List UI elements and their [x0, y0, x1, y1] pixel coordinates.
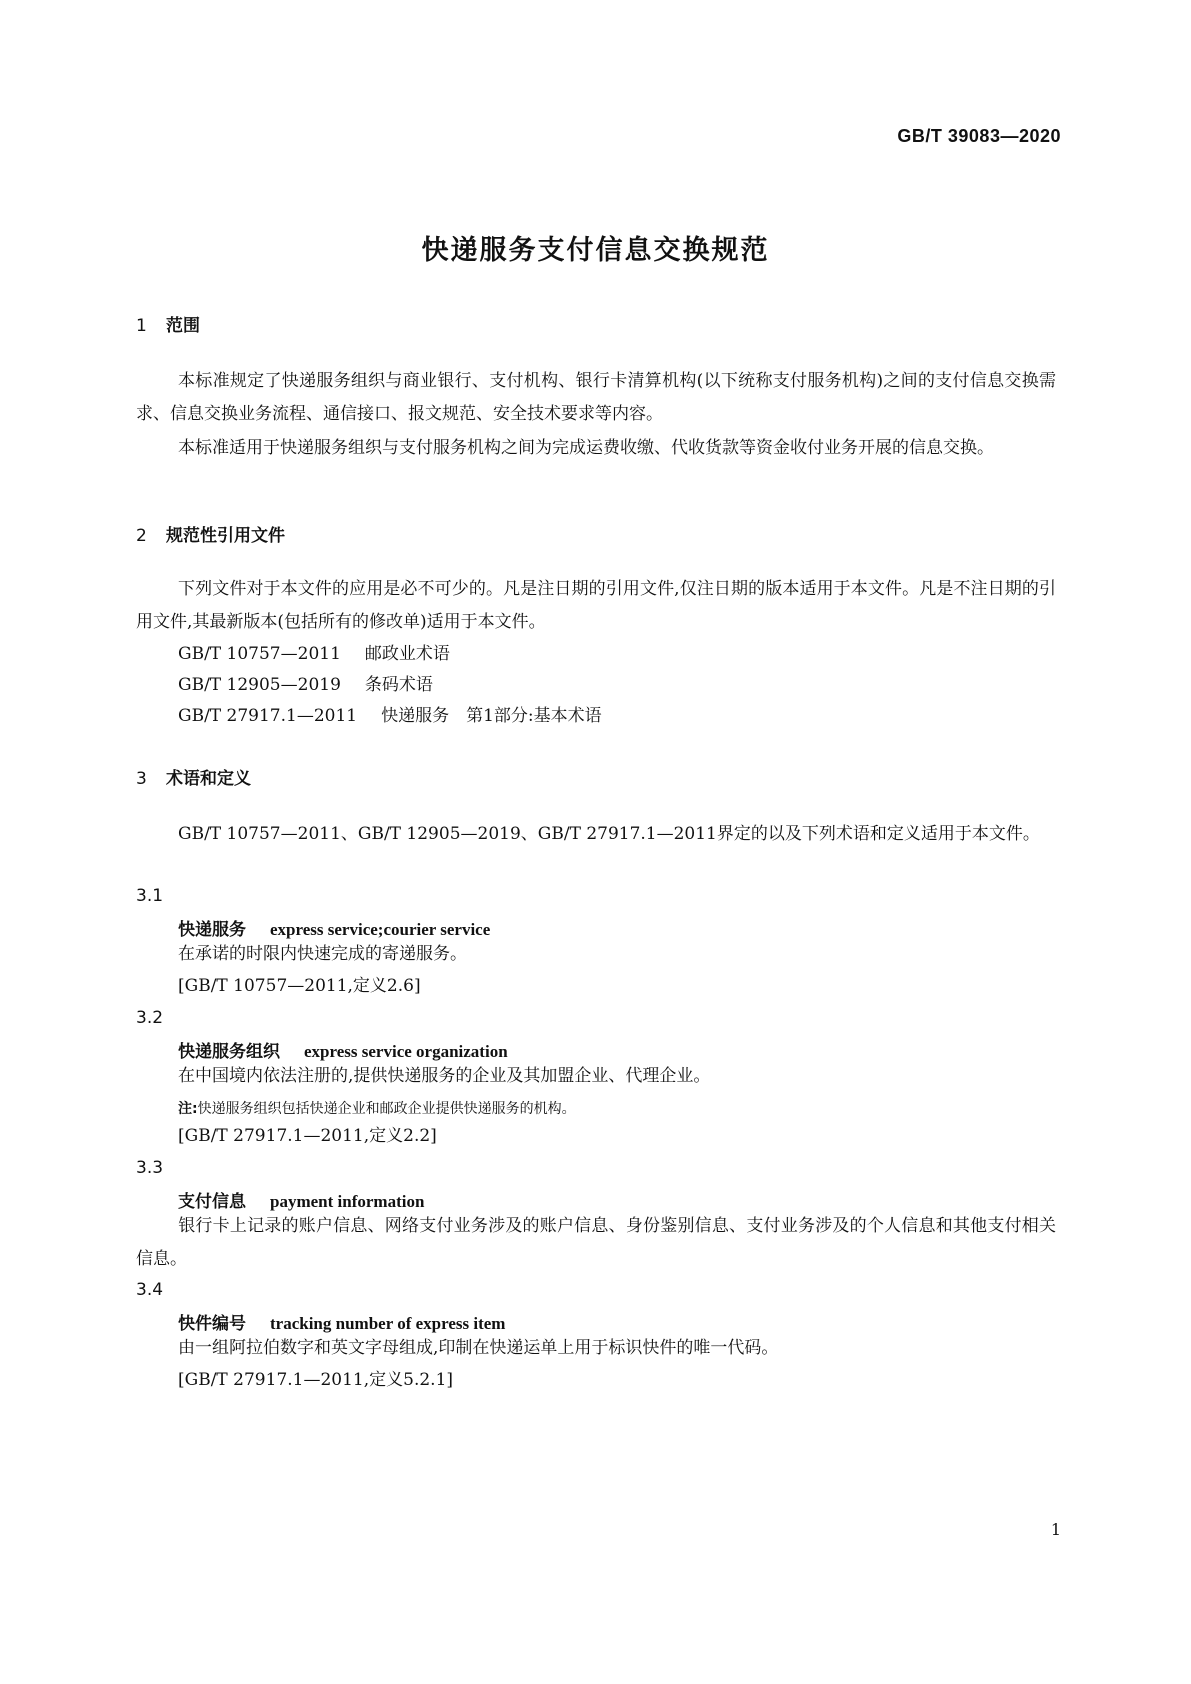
paragraph: 本标准规定了快递服务组织与商业银行、支付机构、银行卡清算机构(以下统称支付服务机构)之间的支付信息交换需求、信息交换业务流程、通信接口、报文规范、安全技术要求等内容。 [136, 371, 1056, 424]
term-definition-text: 银行卡上记录的账户信息、网络支付业务涉及的账户信息、身份鉴别信息、支付业务涉及的个人信息和其他支付相关信息。 [136, 1216, 1056, 1269]
term-en: tracking number of express item [270, 1314, 506, 1333]
section-title: 术语和定义 [166, 769, 251, 789]
term-heading [178, 1037, 508, 1062]
term-number: 3.4 [136, 1280, 164, 1300]
term-number: 3.3 [136, 1158, 164, 1178]
term-definition [136, 1210, 1056, 1276]
reference-code: GB/T 10757—2011 [178, 644, 341, 664]
term-zh: 快件编号 [178, 1314, 246, 1334]
note-label: 注: [178, 1101, 198, 1117]
term-number: 3.2 [136, 1008, 164, 1028]
section-number: 1 [136, 316, 147, 336]
term-zh: 快递服务 [178, 920, 246, 940]
section-1-heading [136, 311, 200, 336]
reference-code: GB/T 27917.1—2011 [178, 706, 358, 726]
section-number: 2 [136, 526, 147, 546]
term-source: [GB/T 27917.1—2011,定义5.2.1] [178, 1370, 454, 1390]
term-heading [178, 1309, 505, 1334]
term-definition: 在承诺的时限内快速完成的寄递服务。 [178, 944, 467, 964]
standard-number: GB/T 39083—2020 [897, 126, 1061, 146]
section-number: 3 [136, 769, 147, 789]
note-text: 快递服务组织包括快递企业和邮政企业提供快递服务的机构。 [197, 1101, 576, 1117]
term-en: payment information [270, 1192, 425, 1211]
section-title: 范围 [166, 316, 200, 336]
paragraph: 本标准适用于快递服务组织与支付服务机构之间为完成运费收缴、代收货款等资金收付业务开展的信息交换。 [178, 438, 994, 458]
document-title: 快递服务支付信息交换规范 [421, 235, 770, 266]
term-zh: 支付信息 [178, 1192, 246, 1212]
reference-item [178, 638, 450, 671]
section-2-heading [136, 521, 285, 546]
term-en: express service organization [304, 1042, 508, 1061]
term-heading [178, 1187, 424, 1212]
page-number: 1 [1050, 1520, 1061, 1539]
term-source: [GB/T 27917.1—2011,定义2.2] [178, 1126, 437, 1146]
reference-item [178, 669, 433, 702]
section-title: 规范性引用文件 [166, 526, 285, 546]
term-definition: 由一组阿拉伯数字和英文字母组成,印制在快递运单上用于标识快件的唯一代码。 [178, 1338, 779, 1358]
term-source: [GB/T 10757—2011,定义2.6] [178, 976, 421, 996]
term-zh: 快递服务组织 [178, 1042, 280, 1062]
term-definition: 在中国境内依法注册的,提供快递服务的企业及其加盟企业、代理企业。 [178, 1066, 711, 1086]
reference-name: 快递服务 第1部分:基本术语 [381, 706, 602, 726]
paragraph: 下列文件对于本文件的应用是必不可少的。凡是注日期的引用文件,仅注日期的版本适用于本文件。凡是不注日期的引用文件,其最新版本(包括所有的修改单)适用于本文件。 [136, 579, 1056, 632]
section-3-heading [136, 764, 251, 789]
term-note [178, 1098, 576, 1118]
reference-name: 邮政业术语 [364, 644, 450, 664]
reference-item [178, 700, 602, 733]
reference-name: 条码术语 [364, 675, 433, 695]
term-en: express service;courier service [270, 920, 491, 939]
term-heading [178, 915, 490, 940]
term-number: 3.1 [136, 886, 164, 906]
paragraph: GB/T 10757—2011、GB/T 12905—2019、GB/T 27917.1—2011界定的以及下列术语和定义适用于本文件。 [178, 824, 1040, 844]
reference-code: GB/T 12905—2019 [178, 675, 341, 695]
